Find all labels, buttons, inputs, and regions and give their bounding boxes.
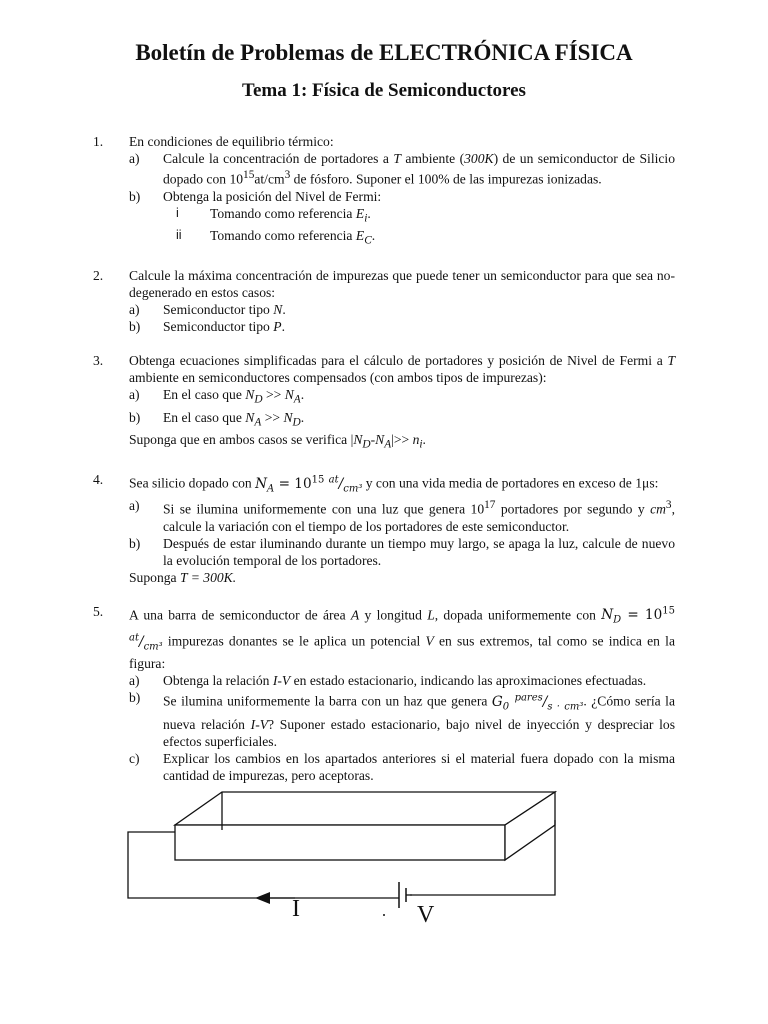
- bar-front-face: [175, 825, 505, 860]
- subitem-a: a) Si se ilumina uniformemente con una luz que genera $10^{17}$ portadores por segundo y $cm^3$, calcule la variación con el tiempo de los portadores de este semiconductor.: [129, 498, 675, 534]
- problem-2: [93, 267, 675, 335]
- subitem-label: b): [129, 535, 141, 551]
- problem-1: [93, 133, 675, 250]
- subitem-b-i: i Tomando como referencia $E_i$.: [176, 205, 371, 225]
- problem-number: 4.: [93, 472, 104, 488]
- problem-number: 3.: [93, 352, 104, 368]
- problem-intro: En condiciones de equilibrio térmico:: [129, 134, 334, 149]
- roman-label: ii: [176, 228, 182, 243]
- subitem-b-ii: ii Tomando como referencia $E_C$.: [176, 228, 376, 247]
- problem-intro: Sea silicio dopado con $N_A = 10^{15}$ $^{at}/_{cm^3}$ y con una vida media de portadores en exceso de 1μs:: [129, 474, 659, 495]
- problem-5: [93, 603, 675, 784]
- subitem-a: a) Calcule la concentración de portadores a T ambiente (300K) de un semiconductor de Silicio dopado con $10^{15}at/cm^3$ de fósforo. Suponer el 100% de las impurezas ionizadas.: [129, 151, 675, 187]
- subitem-label: a): [129, 151, 140, 166]
- problem-4: [93, 471, 675, 586]
- subitem-b: b) Semiconductor tipo P.: [129, 318, 285, 334]
- problem-number: 1.: [93, 134, 104, 149]
- subitem-b: b) Después de estar iluminando durante un tiempo muy largo, se apaga la luz, calcule de nuevo la evolución temporal de los portadores.: [129, 535, 675, 568]
- problem-number: 5.: [93, 603, 104, 619]
- subitem-label: b): [129, 690, 141, 706]
- subitem-label: b): [129, 188, 141, 204]
- subitem-label: a): [129, 386, 140, 402]
- subitem-b: b) Se ilumina uniformemente la barra con un haz que genera $G_0$ $^{pares}/_{s \cdot cm^3}$. ¿Cómo sería la nueva relación I-V? Suponer estado estacionario, bajo nivel de inyección y despreciar los efectos superficiales.: [129, 690, 675, 749]
- current-label: I: [292, 896, 300, 922]
- document-title: Boletín de Problemas de ELECTRÓNICA FÍSICA: [135, 40, 633, 65]
- circuit-diagram: [0, 770, 768, 940]
- document-subtitle: Tema 1: Física de Semiconductores: [242, 80, 526, 101]
- subitem-a: a) Obtenga la relación I-V en estado estacionario, indicando las aproximaciones efectuadas.: [129, 673, 647, 689]
- subitem-b: b) En el caso que $N_A >> N_D$.: [129, 409, 305, 429]
- subitem-b: b) Obtenga la posición del Nivel de Fermi:: [129, 188, 382, 204]
- terminal-dot: [383, 914, 385, 916]
- subitem-label: a): [129, 673, 140, 689]
- problem-note: Suponga que en ambos casos se verifica $|N_D-N_A|>> n_i$.: [129, 432, 426, 452]
- problem-number: 2.: [93, 267, 104, 283]
- problem-3: [93, 352, 675, 454]
- subitem-label: a): [129, 498, 140, 514]
- semiconductor-bar-figure: [0, 770, 768, 940]
- subitem-label: b): [129, 318, 141, 334]
- subitem-label: c): [129, 750, 140, 766]
- problem-note: Suponga T = 300K.: [129, 569, 237, 585]
- bar-top-face: [175, 792, 555, 825]
- current-arrow-icon: [255, 892, 270, 904]
- generation-rate-formula: $G_0$ $^{pares}/_{s \cdot cm^3}$: [491, 692, 584, 713]
- roman-label: i: [176, 205, 179, 220]
- subitem-a: a) En el caso que $N_D >> N_A$.: [129, 386, 305, 406]
- problem-intro: Obtenga ecuaciones simplificadas para el cálculo de portadores y posición de Nivel de Fermi a T ambiente en semiconductores compensados (con ambos tipos de impurezas):: [129, 352, 675, 385]
- doping-formula: $N_A = 10^{15}$ $^{at}/_{cm^3}$: [255, 474, 363, 495]
- subitem-c: c) Explicar los cambios en los apartados anteriores si el material fuera dopado con la misma cantidad de impurezas, pero aceptoras.: [129, 750, 675, 783]
- subitem-label: b): [129, 409, 141, 425]
- subitem-label: a): [129, 301, 140, 317]
- problem-list: [93, 133, 675, 784]
- doping-formula: $N_D = 10^{15}$ $^{at}/_{cm^3}$: [129, 605, 675, 653]
- problem-intro: Calcule la máxima concentración de impurezas que puede tener un semiconductor para que sea no-degenerado en estos casos:: [129, 267, 675, 300]
- subitem-a: a) Semiconductor tipo N.: [129, 301, 286, 317]
- problem-intro: A una barra de semiconductor de área A y longitud L, dopada uniformemente con $N_D = 10^{15}$ $^{at}/_{cm^3}$ impurezas donantes se le aplica un potencial V en sus extremos, tal como se indica en la figura:: [129, 605, 675, 672]
- voltage-label: V: [417, 902, 435, 928]
